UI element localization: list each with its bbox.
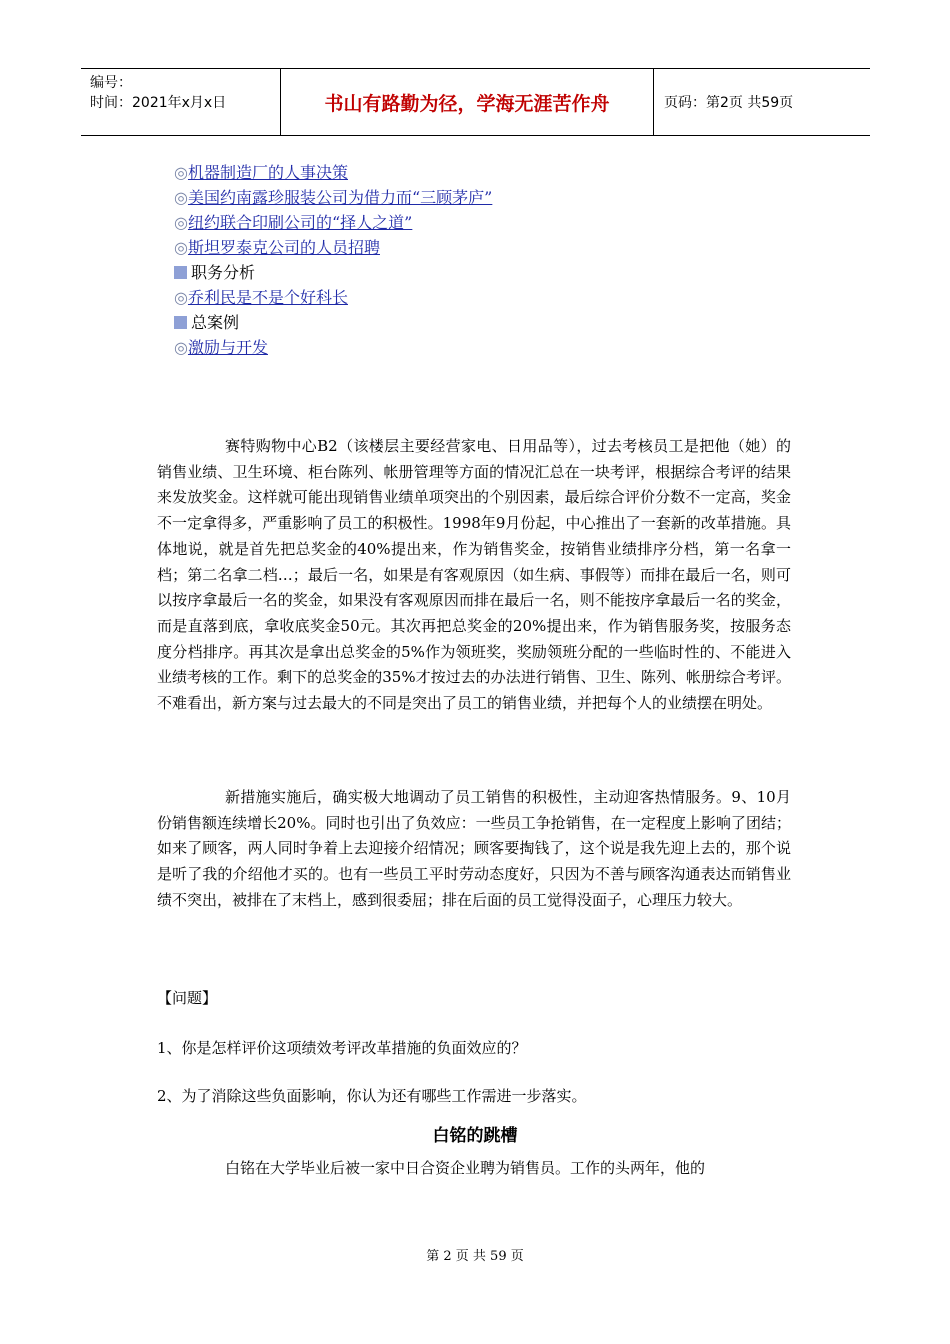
square-bullet-icon bbox=[174, 316, 187, 329]
table-of-contents bbox=[174, 160, 492, 360]
header-motto: 书山有路勤为径，学海无涯苦作舟 bbox=[281, 69, 654, 135]
question-1: 1、你是怎样评价这项绩效考评改革措施的负面效应的？ bbox=[157, 1039, 527, 1057]
toc-link[interactable]: 纽约联合印刷公司的“择人之道” bbox=[187, 213, 413, 232]
toc-link[interactable]: 美国约南露珍服装公司为借力而“三顾茅庐” bbox=[187, 188, 493, 207]
square-bullet-icon bbox=[174, 266, 187, 279]
toc-link[interactable]: 斯坦罗泰克公司的人员招聘 bbox=[187, 238, 380, 257]
page-footer: 第 2 页 共 59 页 bbox=[426, 1249, 524, 1264]
toc-link[interactable]: 乔利民是不是个好科长 bbox=[187, 288, 348, 307]
toc-section bbox=[174, 260, 492, 285]
number-label: 编号： bbox=[90, 75, 132, 91]
header-page-label: 页码：第2页 共59页 bbox=[664, 95, 794, 111]
case-paragraph-1: 赛特购物中心B2（该楼层主要经营家电、日用品等），过去考核员工是把他（她）的销售业绩、卫生环境、柜台陈列、帐册管理等方面的情况汇总在一块考评，根据综合考评的结果来发放奖金。这样就可能出现销售业绩单项突出的个别因素，最后综合评价分数不一定高，奖金不一定拿得多，严重影响了员工的积极性。1998年9月份起，中心推出了一套新的改革措施。具体地说，就是首先把总奖金的40%提出来，作为销售奖金，按销售业绩排序分档，第一名拿一档；第二名拿二档…；最后一名，如果是有客观原因（如生病、事假等）而排在最后一名，则可以按序拿最后一名的奖金，如果没有客观原因而排在最后一名，则不能按序拿最后一名的奖金，而是直落到底，拿收底奖金50元。其次再把总奖金的20%提出来，作为销售服务奖，按服务态度分档排序。再其次是拿出总奖金的5%作为领班奖，奖励领班分配的一些临时性的、不能进入业绩考核的工作。剩下的总奖金的35%才按过去的办法进行销售、卫生、陈列、帐册综合考评。不难看出，新方案与过去最大的不同是突出了员工的销售业绩，并把每个人的业绩摆在明处。 bbox=[157, 437, 791, 713]
toc-section bbox=[174, 310, 492, 335]
circle-bullet-icon: ◎ bbox=[174, 213, 188, 232]
toc-item[interactable] bbox=[174, 185, 492, 210]
question-2: 2、为了消除这些负面影响，你认为还有哪些工作需进一步落实。 bbox=[157, 1087, 587, 1105]
toc-item[interactable] bbox=[174, 160, 492, 185]
header-meta bbox=[81, 69, 281, 135]
question-heading: 【问题】 bbox=[157, 989, 218, 1007]
circle-bullet-icon: ◎ bbox=[174, 238, 188, 257]
circle-bullet-icon: ◎ bbox=[174, 288, 188, 307]
circle-bullet-icon: ◎ bbox=[174, 188, 188, 207]
circle-bullet-icon: ◎ bbox=[174, 163, 188, 182]
page-header bbox=[81, 68, 870, 136]
toc-section-label: 职务分析 bbox=[191, 263, 256, 282]
toc-item[interactable] bbox=[174, 285, 492, 310]
section-title: 白铭的跳槽 bbox=[432, 1126, 518, 1146]
toc-section-label: 总案例 bbox=[191, 313, 240, 332]
toc-item[interactable] bbox=[174, 210, 492, 235]
toc-item[interactable] bbox=[174, 335, 492, 360]
toc-link[interactable]: 激励与开发 bbox=[187, 338, 268, 357]
date-label: 时间：2021年x月x日 bbox=[90, 95, 227, 111]
case-paragraph-3: 白铭在大学毕业后被一家中日合资企业聘为销售员。工作的头两年，他的 bbox=[225, 1159, 706, 1177]
toc-link[interactable]: 机器制造厂的人事决策 bbox=[187, 163, 348, 182]
case-paragraph-2: 新措施实施后，确实极大地调动了员工销售的积极性，主动迎客热情服务。9、10月份销售额连续增长20%。同时也引出了负效应：一些员工争抢销售，在一定程度上影响了团结；如来了顾客，两人同时争着上去迎接介绍情况；顾客要掏钱了，这个说是我先迎上去的，那个说是听了我的介绍他才买的。也有一些员工平时劳动态度好，只因为不善与顾客沟通表达而销售业绩不突出，被排在了末档上，感到很委屈；排在后面的员工觉得没面子，心理压力较大。 bbox=[157, 788, 791, 909]
toc-item[interactable] bbox=[174, 235, 492, 260]
circle-bullet-icon: ◎ bbox=[174, 338, 188, 357]
